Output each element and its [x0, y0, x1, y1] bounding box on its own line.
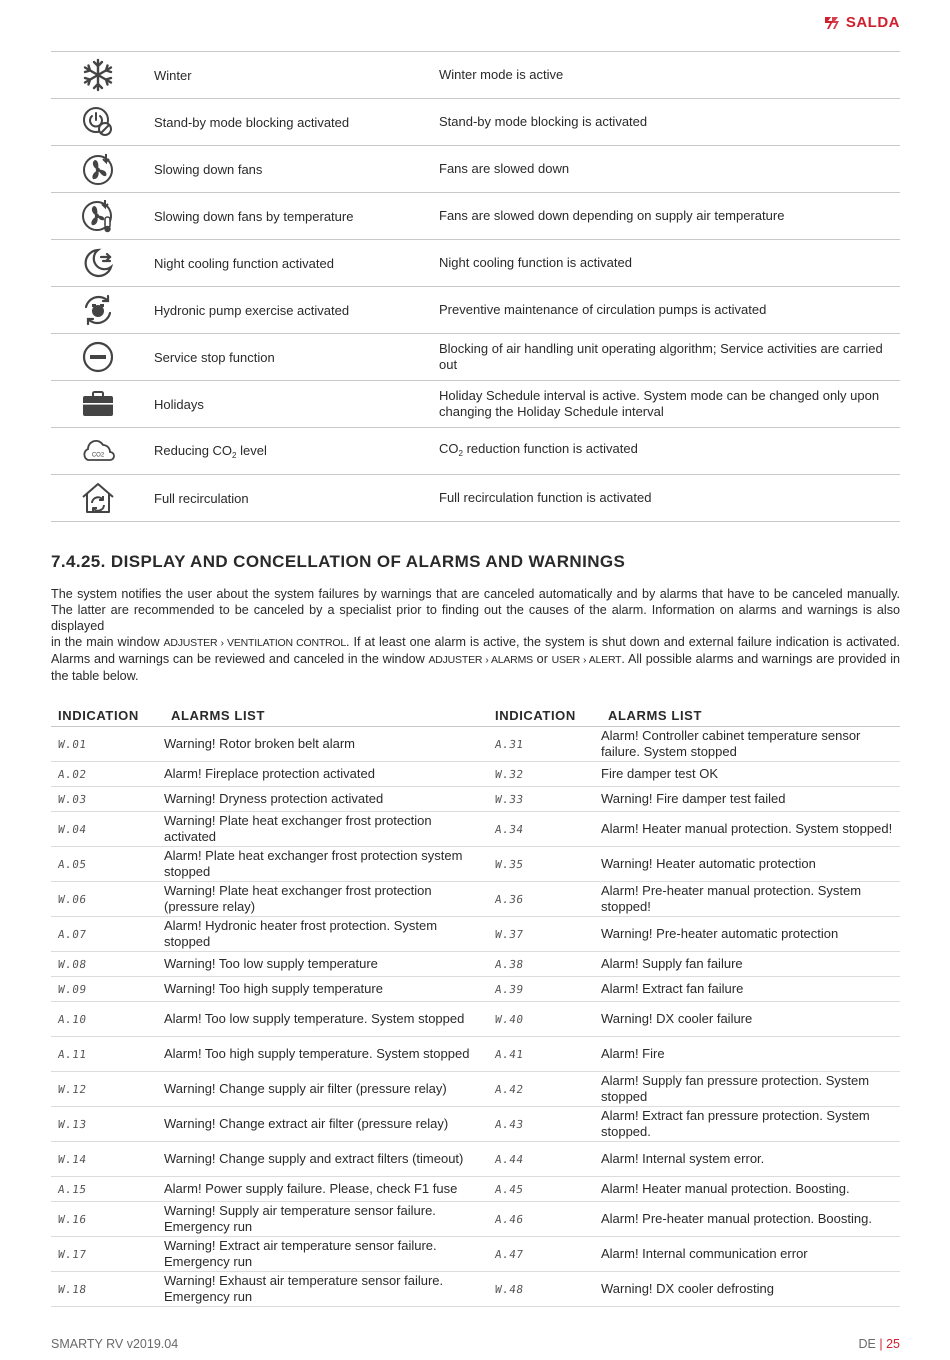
- function-name-text: Holidays: [154, 396, 204, 412]
- alarm-description: Fire damper test OK: [601, 762, 900, 787]
- function-description: [439, 146, 900, 193]
- alarm-description: Warning! DX cooler defrosting: [601, 1272, 900, 1307]
- indication-code: W.08: [49, 952, 166, 977]
- alarm-description: Alarm! Heater manual protection. Boosting.: [601, 1177, 900, 1202]
- function-icon-cell: [51, 52, 145, 99]
- suitcase-icon: [51, 387, 145, 421]
- function-name-text: Reducing CO: [154, 442, 233, 458]
- function-description: [439, 52, 900, 99]
- function-description-text: Fans are slowed down: [439, 161, 570, 176]
- indication-code: W.33: [486, 787, 603, 812]
- section-title: 7.4.25. DISPLAY AND CONCELLATION OF ALARMS AND WARNINGS: [51, 552, 626, 571]
- table-row: [51, 977, 900, 1002]
- indication-code: A.42: [486, 1072, 604, 1107]
- logo-text: SALDA: [845, 14, 900, 31]
- recirculation-icon: [51, 481, 145, 515]
- indication-code: W.37: [486, 917, 604, 952]
- function-description-suffix: reduction function is activated: [462, 440, 638, 456]
- indication-code: A.31: [486, 727, 604, 762]
- indication-code: W.01: [49, 727, 167, 762]
- function-row: [51, 146, 900, 193]
- function-icon-cell: [51, 428, 145, 475]
- alarm-description: Alarm! Hydronic heater frost protection. System stopped: [164, 917, 488, 952]
- function-row: [51, 52, 900, 99]
- standby-blocked-icon: [51, 105, 145, 139]
- function-name: [145, 193, 439, 240]
- intro-text-2e: or: [532, 652, 552, 666]
- function-description-text: Fans are slowed down depending on supply air temperature: [439, 208, 785, 223]
- brand-logo: [824, 14, 900, 31]
- indication-code: A.43: [486, 1107, 604, 1142]
- function-description-text: Winter mode is active: [439, 67, 564, 82]
- snowflake-icon: [51, 58, 145, 92]
- indication-code: A.02: [49, 762, 166, 787]
- indication-code: A.07: [49, 917, 167, 952]
- function-description: [439, 99, 900, 146]
- alarm-description: Warning! Plate heat exchanger frost protection (pressure relay): [164, 882, 488, 917]
- function-name: [145, 287, 439, 334]
- indication-code: W.16: [49, 1202, 167, 1237]
- function-name: [145, 240, 439, 287]
- section-intro: [51, 586, 900, 684]
- function-icon-cell: [51, 381, 145, 428]
- fan-slow-icon: [51, 152, 145, 186]
- alarm-description: Warning! Extract air temperature sensor failure. Emergency run: [164, 1237, 488, 1272]
- alarm-description: Alarm! Pre-heater manual protection. System stopped!: [601, 882, 900, 917]
- alarm-description: Alarm! Internal communication error: [601, 1237, 900, 1272]
- table-row: [51, 1072, 900, 1107]
- footer-page-number: 25: [886, 1337, 900, 1351]
- function-row: [51, 287, 900, 334]
- function-row: [51, 475, 900, 522]
- alarm-description: Warning! Rotor broken belt alarm: [164, 727, 488, 762]
- table-row: [51, 762, 900, 787]
- indication-code: A.47: [486, 1237, 604, 1272]
- alarm-description: Alarm! Power supply failure. Please, check F1 fuse: [164, 1177, 488, 1202]
- indication-code: W.48: [486, 1272, 604, 1307]
- header-alarms-list-2: ALARMS LIST: [601, 704, 900, 727]
- function-name: [145, 52, 439, 99]
- indication-code: W.12: [49, 1072, 167, 1107]
- alarm-description: Alarm! Heater manual protection. System stopped!: [601, 812, 900, 847]
- alarm-description: Alarm! Internal system error.: [601, 1142, 900, 1177]
- function-description-text: Preventive maintenance of circulation pumps is activated: [439, 302, 767, 317]
- alarm-description: Alarm! Too low supply temperature. System stopped: [164, 1002, 488, 1037]
- function-name: [145, 99, 439, 146]
- table-row: [51, 952, 900, 977]
- function-icon-cell: [51, 287, 145, 334]
- indication-code: W.03: [49, 787, 166, 812]
- alarm-description: Warning! DX cooler failure: [601, 1002, 900, 1037]
- function-description-text: Holiday Schedule interval is active. System mode can be changed only upon changing the Holiday Schedule interval: [439, 388, 880, 419]
- indication-code: A.38: [486, 952, 603, 977]
- alarm-description: Alarm! Extract fan pressure protection. System stopped.: [601, 1107, 900, 1142]
- alarm-description: Alarm! Pre-heater manual protection. Boosting.: [601, 1202, 900, 1237]
- alarm-description: Warning! Exhaust air temperature sensor failure. Emergency run: [164, 1272, 488, 1307]
- indication-code: A.44: [486, 1142, 604, 1177]
- menu-path-alarms: ADJUSTER › ALARMS: [428, 654, 533, 666]
- indication-code: A.15: [49, 1177, 166, 1202]
- table-row: [51, 787, 900, 812]
- co2-cloud-icon: [51, 436, 145, 466]
- alarm-description: Warning! Dryness protection activated: [164, 787, 488, 812]
- function-description-text: CO: [439, 440, 459, 456]
- indication-code: A.34: [486, 812, 604, 847]
- alarm-description: Warning! Change extract air filter (pressure relay): [164, 1107, 488, 1142]
- table-row: [51, 1177, 900, 1202]
- function-icons-table: [51, 51, 900, 522]
- function-name-text: Stand-by mode blocking activated: [154, 114, 350, 130]
- alarm-description: Warning! Pre-heater automatic protection: [601, 917, 900, 952]
- alarm-description: Alarm! Supply fan pressure protection. System stopped: [601, 1072, 900, 1107]
- indication-code: A.39: [486, 977, 603, 1002]
- indication-code: W.04: [49, 812, 167, 847]
- indication-code: A.10: [49, 1002, 167, 1037]
- indication-code: W.40: [486, 1002, 604, 1037]
- table-row: [51, 847, 900, 882]
- function-description: [439, 287, 900, 334]
- indication-code: A.36: [486, 882, 604, 917]
- table-row: [51, 1272, 900, 1307]
- alarm-description: Warning! Fire damper test failed: [601, 787, 900, 812]
- svg-text:CO2: CO2: [91, 452, 105, 459]
- function-name: [145, 146, 439, 193]
- table-row: [51, 1002, 900, 1037]
- indication-code: W.35: [486, 847, 604, 882]
- alarm-description: Alarm! Extract fan failure: [601, 977, 900, 1002]
- function-name-text: Hydronic pump exercise activated: [154, 302, 350, 318]
- intro-text-2a: in the main window: [51, 635, 164, 649]
- function-icon-cell: [51, 475, 145, 522]
- table-row: [51, 1142, 900, 1177]
- function-description: [439, 475, 900, 522]
- indication-code: W.13: [49, 1107, 167, 1142]
- function-icon-cell: [51, 240, 145, 287]
- footer-page-info: [859, 1337, 901, 1351]
- function-description-subscript: 2: [458, 448, 463, 458]
- function-description-text: Stand-by mode blocking is activated: [439, 114, 648, 129]
- indication-code: A.45: [486, 1177, 603, 1202]
- function-icon-cell: [51, 99, 145, 146]
- pump-exercise-icon: [51, 293, 145, 327]
- indication-code: W.18: [49, 1272, 167, 1307]
- function-name-suffix: level: [236, 442, 267, 458]
- function-name: [145, 428, 439, 475]
- function-description: [439, 334, 900, 381]
- table-row: [51, 1037, 900, 1072]
- service-stop-icon: [51, 340, 145, 374]
- footer-language: DE: [858, 1337, 876, 1351]
- table-row: [51, 917, 900, 952]
- menu-path-alert: USER › ALERT: [551, 654, 622, 666]
- alarms-table: [51, 704, 900, 1307]
- function-name-text: Full recirculation: [154, 490, 249, 506]
- table-row: [51, 727, 900, 762]
- function-description-text: Night cooling function is activated: [439, 255, 632, 270]
- function-row: [51, 428, 900, 475]
- function-description-text: Blocking of air handling unit operating algorithm; Service activities are carried out: [439, 341, 883, 372]
- indication-code: A.11: [49, 1037, 167, 1072]
- function-name-text: Winter: [154, 67, 192, 83]
- function-description-text: Full recirculation function is activated: [439, 490, 652, 505]
- indication-code: W.32: [486, 762, 603, 787]
- alarm-description: Warning! Change supply and extract filters (timeout): [164, 1142, 488, 1177]
- function-description: [439, 240, 900, 287]
- header-indication-1: INDICATION: [51, 704, 164, 727]
- function-name-text: Night cooling function activated: [154, 255, 334, 271]
- menu-path-ventilation-control: ADJUSTER › VENTILATION CONTROL: [163, 637, 347, 649]
- table-row: [51, 1202, 900, 1237]
- alarm-description: Warning! Heater automatic protection: [601, 847, 900, 882]
- alarm-description: Alarm! Too high supply temperature. System stopped: [164, 1037, 488, 1072]
- alarm-description: Alarm! Controller cabinet temperature sensor failure. System stopped: [601, 727, 900, 762]
- function-row: [51, 381, 900, 428]
- footer-separator: |: [879, 1337, 883, 1351]
- alarm-description: Alarm! Fireplace protection activated: [164, 762, 488, 787]
- function-description: [439, 193, 900, 240]
- alarm-description: Warning! Too low supply temperature: [164, 952, 488, 977]
- function-name: [145, 381, 439, 428]
- alarm-description: Warning! Too high supply temperature: [164, 977, 488, 1002]
- alarm-description: Alarm! Supply fan failure: [601, 952, 900, 977]
- fan-temperature-icon: [51, 198, 145, 234]
- intro-text-2g: . All possible alarms and warnings are provided in the table below.: [51, 652, 900, 683]
- function-description: [439, 428, 900, 475]
- table-row: [51, 882, 900, 917]
- alarm-description: Warning! Change supply air filter (pressure relay): [164, 1072, 488, 1107]
- table-row: [51, 812, 900, 847]
- night-cooling-icon: [51, 246, 145, 280]
- alarms-table-header: [51, 704, 900, 727]
- indication-code: W.06: [49, 882, 167, 917]
- function-name-text: Slowing down fans by temperature: [154, 208, 354, 224]
- alarm-description: Warning! Supply air temperature sensor failure. Emergency run: [164, 1202, 488, 1237]
- intro-text-2c: . If at least one alarm is active, the system is shut down and external failure indication is activated. Alarms and warnings can be reviewed and canceled in the window: [51, 635, 900, 666]
- function-icon-cell: [51, 146, 145, 193]
- indication-code: A.05: [49, 847, 167, 882]
- function-name-text: Service stop function: [154, 349, 275, 365]
- function-name-text: Slowing down fans: [154, 161, 263, 177]
- indication-code: A.46: [486, 1202, 604, 1237]
- function-row: [51, 240, 900, 287]
- function-name: [145, 475, 439, 522]
- footer-doc-version: SMARTY RV v2019.04: [51, 1337, 179, 1351]
- alarm-description: Alarm! Fire: [601, 1037, 900, 1072]
- function-row: [51, 99, 900, 146]
- table-row: [51, 1107, 900, 1142]
- function-row: [51, 334, 900, 381]
- intro-text-1: The system notifies the user about the system failures by warnings that are canceled automatically and by alarms that have to be canceled manually. The latter are recommended to be canceled by a specialist prior to finding out the causes of the alarm. Information on alarms and warnings is also displayed: [51, 587, 900, 633]
- indication-code: A.41: [486, 1037, 604, 1072]
- function-name: [145, 334, 439, 381]
- alarm-description: Warning! Plate heat exchanger frost protection activated: [164, 812, 488, 847]
- alarm-description: Alarm! Plate heat exchanger frost protection system stopped: [164, 847, 488, 882]
- header-indication-2: INDICATION: [488, 704, 601, 727]
- function-icon-cell: [51, 334, 145, 381]
- indication-code: W.14: [49, 1142, 167, 1177]
- table-row: [51, 1237, 900, 1272]
- salda-logo-icon: [824, 16, 840, 30]
- function-icon-cell: [51, 193, 145, 240]
- header-alarms-list-1: ALARMS LIST: [164, 704, 488, 727]
- indication-code: W.09: [49, 977, 166, 1002]
- function-name-subscript: 2: [232, 450, 237, 460]
- function-description: [439, 381, 900, 428]
- indication-code: W.17: [49, 1237, 167, 1272]
- function-row: [51, 193, 900, 240]
